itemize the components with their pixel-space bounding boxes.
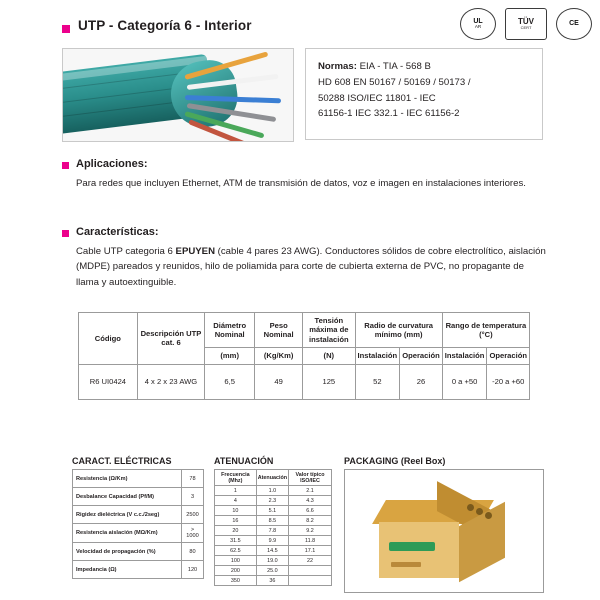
pair-blue bbox=[185, 95, 281, 103]
tuv-mark-sub: CERT bbox=[520, 24, 532, 30]
row-value: 120 bbox=[182, 561, 204, 579]
col-radio-operacion: Operación bbox=[400, 348, 443, 364]
page-title: UTP - Categoría 6 - Interior bbox=[78, 18, 252, 33]
col-temp-operacion: Operación bbox=[487, 348, 530, 364]
caracteristicas-text bbox=[76, 244, 546, 290]
table-row bbox=[215, 536, 332, 546]
col-tension-unit: (N) bbox=[303, 348, 355, 364]
ce-mark-label: CE bbox=[569, 20, 579, 28]
cell-frecuencia: 200 bbox=[215, 566, 257, 576]
cell-atenuacion: 19.0 bbox=[256, 556, 288, 566]
table-row bbox=[215, 566, 332, 576]
table-body bbox=[79, 364, 530, 399]
col-descripcion: Descripción UTP cat. 6 bbox=[137, 313, 204, 365]
cell-atenuacion: 2.3 bbox=[256, 496, 288, 506]
cell-valor: 9.2 bbox=[289, 526, 332, 536]
caract-electricas-table bbox=[72, 469, 204, 579]
pair-white bbox=[187, 74, 279, 90]
title-bullet-icon bbox=[62, 25, 70, 33]
cell-atenuacion: 5.1 bbox=[256, 506, 288, 516]
cell-diametro: 6,5 bbox=[205, 364, 255, 399]
aplicaciones-section bbox=[62, 158, 546, 191]
row-label: Velocidad de propagación (%) bbox=[73, 543, 182, 561]
cell-temp-instalacion: 0 a +50 bbox=[442, 364, 487, 399]
table-row bbox=[73, 524, 204, 543]
row-label: Rigidez dieléctrica (V c.c./2seg) bbox=[73, 506, 182, 524]
table-row bbox=[215, 556, 332, 566]
cell-radio-instalacion: 52 bbox=[355, 364, 400, 399]
box-cable-slit bbox=[391, 562, 421, 567]
normas-panel bbox=[305, 48, 543, 140]
atenuacion-panel bbox=[214, 456, 332, 586]
caracteristicas-text-pre: Cable UTP categoria 6 bbox=[76, 246, 176, 257]
aplicaciones-title: Aplicaciones: bbox=[76, 158, 148, 170]
cell-frecuencia: 31.5 bbox=[215, 536, 257, 546]
table-row bbox=[73, 488, 204, 506]
cell-atenuacion: 1.0 bbox=[256, 486, 288, 496]
cell-atenuacion: 8.5 bbox=[256, 516, 288, 526]
atenuacion-table bbox=[214, 469, 332, 586]
normas-line-2b: HD 608 EN 50167 / 50169 / 50173 / bbox=[318, 76, 471, 88]
box-hole-icon bbox=[476, 508, 483, 515]
table-row bbox=[215, 576, 332, 586]
cell-valor: 4.3 bbox=[289, 496, 332, 506]
row-label: Resistencia aislación (MΩ/Km) bbox=[73, 524, 182, 543]
cell-valor: 2.1 bbox=[289, 486, 332, 496]
cell-frecuencia: 16 bbox=[215, 516, 257, 526]
row-value: 2500 bbox=[182, 506, 204, 524]
table-row bbox=[73, 561, 204, 579]
row-label: Resistencia (Ω/Km) bbox=[73, 470, 182, 488]
table-row bbox=[73, 470, 204, 488]
cell-frecuencia: 4 bbox=[215, 496, 257, 506]
cell-valor: 11.8 bbox=[289, 536, 332, 546]
cell-valor: 8.2 bbox=[289, 516, 332, 526]
cell-radio-operacion: 26 bbox=[400, 364, 443, 399]
col-valor-tipico: Valor típico ISO/IEC bbox=[289, 470, 332, 486]
cable-illustration bbox=[63, 49, 293, 141]
caracteristicas-text-post: (cable 4 pares 23 AWG). Conductores sólidos de cobre electrolítico, aislación (MDPE) pareados y reunidos, hilo de poliamida para corte de cubierta externa de PVC, no propagante de llama y autoextinguible. bbox=[76, 246, 546, 288]
packaging-photo bbox=[344, 469, 544, 593]
row-label: Impedancia (Ω) bbox=[73, 561, 182, 579]
table-row bbox=[73, 506, 204, 524]
cell-descripcion: 4 x 2 x 23 AWG bbox=[137, 364, 204, 399]
table-row bbox=[215, 506, 332, 516]
box-hole-icon bbox=[485, 512, 492, 519]
col-peso: Peso Nominal bbox=[255, 313, 303, 348]
packaging-panel bbox=[344, 456, 544, 593]
atenuacion-title: ATENUACIÓN bbox=[214, 456, 274, 466]
col-peso-unit: (Kg/Km) bbox=[255, 348, 303, 364]
col-temp-instalacion: Instalación bbox=[442, 348, 487, 364]
normas-line-4: 61156-1 IEC 332.1 - IEC 61156-2 bbox=[318, 108, 460, 120]
cell-codigo: R6 UI0424 bbox=[79, 364, 138, 399]
cell-frecuencia: 20 bbox=[215, 526, 257, 536]
table-row bbox=[215, 496, 332, 506]
table-header-row bbox=[215, 470, 332, 486]
box-hole-icon bbox=[467, 504, 474, 511]
normas-line-1 bbox=[318, 59, 532, 75]
cell-tension: 125 bbox=[303, 364, 355, 399]
tuv-mark-label: TÜV bbox=[518, 16, 534, 26]
product-photo bbox=[62, 48, 294, 142]
cell-atenuacion: 25.0 bbox=[256, 566, 288, 576]
col-rango-temperatura: Rango de temperatura (°C) bbox=[442, 313, 529, 348]
row-value: 3 bbox=[182, 488, 204, 506]
brand-name: EPUYEN bbox=[175, 246, 215, 257]
cell-frecuencia: 350 bbox=[215, 576, 257, 586]
row-value: 80 bbox=[182, 543, 204, 561]
certification-marks bbox=[460, 8, 592, 40]
col-radio-curvatura: Radio de curvatura mínimo (mm) bbox=[355, 313, 442, 348]
cell-atenuacion: 7.8 bbox=[256, 526, 288, 536]
cell-valor bbox=[289, 566, 332, 576]
caracteristicas-title: Características: bbox=[76, 226, 159, 238]
col-atenuacion: Atenuación bbox=[256, 470, 288, 486]
normas-line-1-text: EIA - TIA - 568 B bbox=[359, 61, 431, 72]
normas-line-3: 50288 ISO/IEC 11801 - IEC bbox=[318, 92, 436, 104]
cell-frecuencia: 10 bbox=[215, 506, 257, 516]
page-header bbox=[0, 0, 600, 48]
tuv-certification-icon bbox=[505, 8, 547, 40]
caract-electricas-panel bbox=[72, 456, 204, 579]
row-value: > 1000 bbox=[182, 524, 204, 543]
table-row bbox=[215, 526, 332, 536]
col-diametro: Diámetro Nominal bbox=[205, 313, 255, 348]
col-radio-instalacion: Instalación bbox=[355, 348, 400, 364]
cell-valor: 22 bbox=[289, 556, 332, 566]
ul-mark-label: UL bbox=[473, 17, 483, 25]
row-label: Desbalance Capacidad (Pf/M) bbox=[73, 488, 182, 506]
cell-peso: 49 bbox=[255, 364, 303, 399]
caract-electricas-title: CARACT. ELÉCTRICAS bbox=[72, 456, 172, 466]
row-value: 78 bbox=[182, 470, 204, 488]
table-row bbox=[73, 543, 204, 561]
cell-valor bbox=[289, 576, 332, 586]
ul-certification-icon bbox=[460, 8, 496, 40]
table-header-row-1 bbox=[79, 313, 530, 348]
ul-mark-sub: AR bbox=[474, 24, 482, 30]
table-row bbox=[215, 546, 332, 556]
cell-frecuencia: 62.5 bbox=[215, 546, 257, 556]
box-brand-logo bbox=[389, 542, 435, 551]
cell-atenuacion: 14.5 bbox=[256, 546, 288, 556]
col-codigo: Código bbox=[79, 313, 138, 365]
col-tension: Tensión máxima de instalación bbox=[303, 313, 355, 348]
cell-temp-operacion: -20 a +60 bbox=[487, 364, 530, 399]
table-row bbox=[79, 364, 530, 399]
cell-atenuacion: 9.9 bbox=[256, 536, 288, 546]
twisted-pairs bbox=[183, 69, 293, 127]
section-bullet-icon bbox=[62, 230, 69, 237]
page-footer bbox=[0, 594, 600, 600]
cell-frecuencia: 100 bbox=[215, 556, 257, 566]
col-frecuencia: Frecuencia (Mhz) bbox=[215, 470, 257, 486]
caracteristicas-section bbox=[62, 226, 546, 290]
table-head bbox=[79, 313, 530, 365]
cell-frecuencia: 1 bbox=[215, 486, 257, 496]
packaging-title: PACKAGING (Reel Box) bbox=[344, 456, 446, 466]
table-row bbox=[215, 486, 332, 496]
cell-valor: 17.1 bbox=[289, 546, 332, 556]
ce-certification-icon bbox=[556, 8, 592, 40]
section-bullet-icon bbox=[62, 162, 69, 169]
normas-label: Normas: bbox=[318, 61, 357, 72]
col-diametro-unit: (mm) bbox=[205, 348, 255, 364]
aplicaciones-text: Para redes que incluyen Ethernet, ATM de transmisión de datos, voz e imagen en instalaciones interiores. bbox=[76, 178, 526, 189]
table-row bbox=[215, 516, 332, 526]
cell-valor: 6.6 bbox=[289, 506, 332, 516]
specifications-table bbox=[78, 312, 530, 400]
cell-atenuacion: 36 bbox=[256, 576, 288, 586]
